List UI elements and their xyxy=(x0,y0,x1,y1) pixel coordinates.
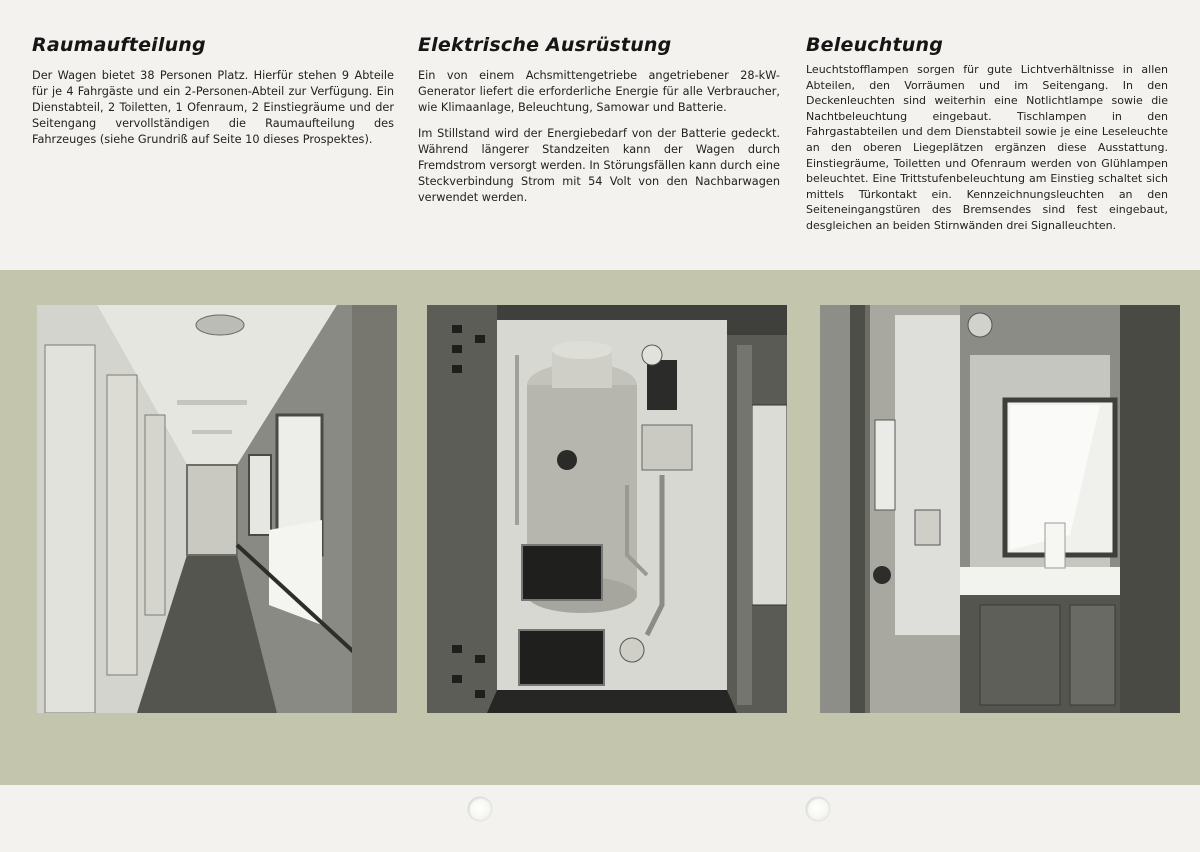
column-beleuchtung xyxy=(806,34,1168,244)
heading-elektrische-ausruestung: Elektrische Ausrüstung xyxy=(418,34,672,56)
paragraph: Der Wagen bietet 38 Personen Platz. Hierfür stehen 9 Abteile für je 4 Fahrgäste und ein 2-Personen-Abteil zur Verfügung. Ein Dienstabteil, 2 Toiletten, 1 Ofenraum, 2 Einstiegräume und der Seitengang vervollständigen die Raumaufteilung des Fahrzeuges (siehe Grundriß auf Seite 10 dieses Prospektes). xyxy=(32,69,394,146)
punch-hole-right xyxy=(806,797,830,821)
column-elektrische-ausruestung xyxy=(418,34,780,216)
corridor-illustration xyxy=(37,305,397,713)
corridor-photo xyxy=(37,305,397,713)
samovar-photo xyxy=(427,305,787,713)
column-raumaufteilung xyxy=(32,34,394,158)
paragraph: Im Stillstand wird der Energiebedarf von der Batterie gedeckt. Während längerer Standzeiten kann der Wagen durch Fremdstrom versorgt werden. In Störungsfällen kann durch eine Steckverbindung Strom mit 54 Volt von den Nachbarwagen verwendet werden. xyxy=(418,127,780,204)
paragraph: Ein von einem Achsmittengetriebe angetriebener 28-kW-Generator liefert die erforderliche Energie für alle Verbraucher, wie Klimaanlage, Beleuchtung, Samowar und Batterie. xyxy=(418,69,780,114)
heading-raumaufteilung: Raumaufteilung xyxy=(32,34,206,56)
samovar-illustration xyxy=(427,305,787,713)
punch-hole-left xyxy=(468,797,492,821)
heading-beleuchtung: Beleuchtung xyxy=(806,34,944,56)
washroom-photo xyxy=(820,305,1180,713)
paragraph: Leuchtstofflampen sorgen für gute Lichtverhältnisse in allen Abteilen, den Vorräumen und im Seitengang. In den Deckenleuchten sind weiterhin eine Notlichtlampe sowie die Nachtbeleuchtung eingebaut. Tischlampen in den Fahrgastabteilen und dem Dienstabteil sowie je eine Leseleuchte an den oberen Liegeplätzen ergänzen diese Ausstattung. Einstiegräume, Toiletten und Ofenraum werden von Glühlampen beleuchtet. Eine Trittstufenbeleuchtung am Einstieg schaltet sich mittels Türkontakt ein. Kennzeichnungsleuchten an den Seiteneingangstüren des Bremsendes sind fest eingebaut, desgleichen an beiden Stirnwänden drei Signalleuchten. xyxy=(806,63,1168,232)
washroom-illustration xyxy=(820,305,1180,713)
